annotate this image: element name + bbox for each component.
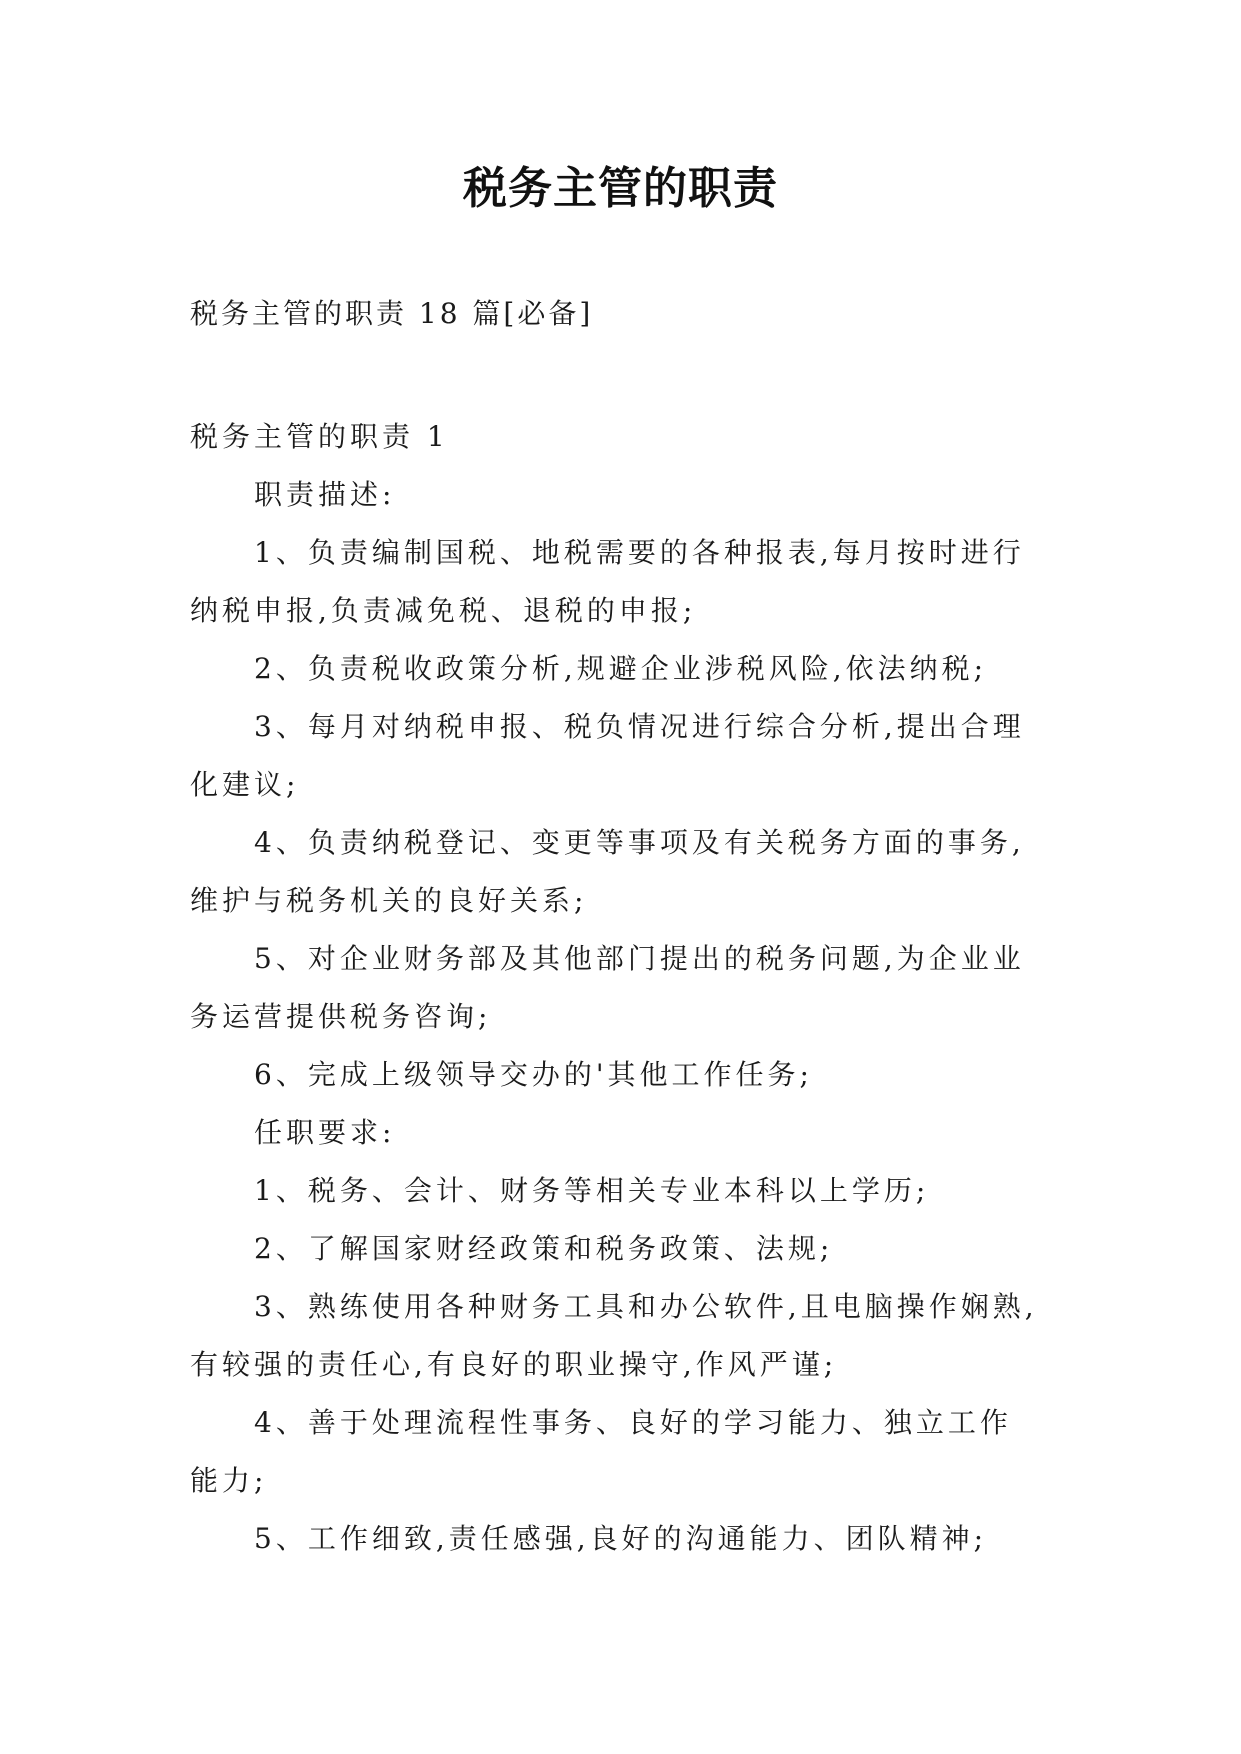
paragraph-line: 4、负责纳税登记、变更等事项及有关税务方面的事务, <box>254 826 1025 859</box>
paragraph-line: 能力; <box>190 1464 268 1497</box>
paragraph-line: 1、税务、会计、财务等相关专业本科以上学历; <box>254 1174 930 1207</box>
paragraph-line: 3、熟练使用各种财务工具和办公软件,且电脑操作娴熟, <box>254 1290 1038 1323</box>
paragraph-line: 2、了解国家财经政策和税务政策、法规; <box>254 1232 834 1265</box>
document-subtitle: 税务主管的职责 18 篇[必备] <box>190 297 594 330</box>
paragraph-line: 3、每月对纳税申报、税负情况进行综合分析,提出合理 <box>254 710 1025 743</box>
paragraph-line: 纳税申报,负责减免税、退税的申报; <box>190 594 697 627</box>
paragraph-line: 职责描述: <box>254 478 396 511</box>
page-title: 税务主管的职责 <box>463 163 778 214</box>
paragraph-line: 5、工作细致,责任感强,良好的沟通能力、团队精神; <box>254 1522 988 1555</box>
paragraph-line: 5、对企业财务部及其他部门提出的税务问题,为企业业 <box>254 942 1025 975</box>
paragraph-line: 6、完成上级领导交办的'其他工作任务; <box>254 1058 813 1091</box>
paragraph-line: 税务主管的职责 1 <box>190 420 449 453</box>
paragraph-line: 2、负责税收政策分析,规避企业涉税风险,依法纳税; <box>254 652 988 685</box>
document-body <box>190 408 1070 1568</box>
paragraph-line: 有较强的责任心,有良好的职业操守,作风严谨; <box>190 1348 838 1381</box>
paragraph-line: 任职要求: <box>254 1116 396 1149</box>
paragraph-line: 务运营提供税务咨询; <box>190 1000 492 1033</box>
paragraph-line: 1、负责编制国税、地税需要的各种报表,每月按时进行 <box>254 536 1025 569</box>
paragraph-line: 4、善于处理流程性事务、良好的学习能力、独立工作 <box>254 1406 1012 1439</box>
paragraph-line: 化建议; <box>190 768 300 801</box>
paragraph-line: 维护与税务机关的良好关系; <box>190 884 588 917</box>
